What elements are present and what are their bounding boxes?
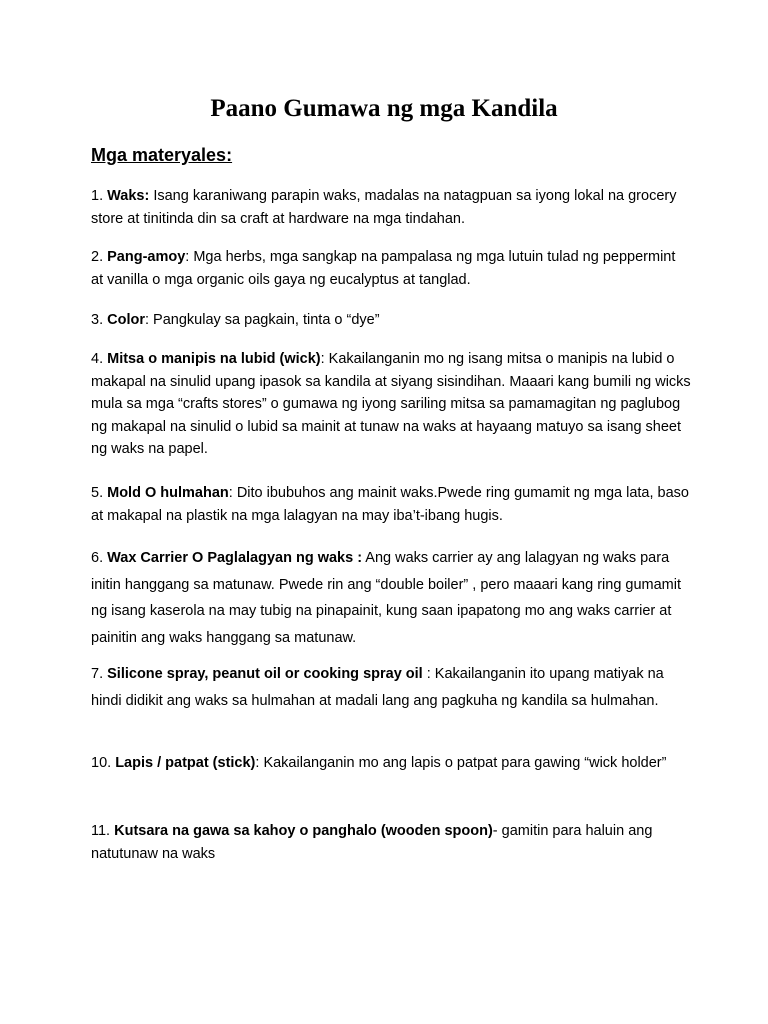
item-number: 3. (91, 312, 108, 328)
item-term: Lapis / patpat (stick) (115, 755, 256, 771)
item-term: Mold O hulmahan (107, 485, 229, 501)
item-text: : Dito ibubuhos ang mainit waks.Pwede ring gumamit ng mga lata, baso at makapal na plastik na mga lalagyan na may iba’t-ibang hugis. (91, 485, 689, 524)
item-text: Ang waks carrier ay ang lalagyan ng waks para initin hanggang sa matunaw. Pwede rin ang “double boiler” , pero maaari kang ring gumamit ng isang kaserola na may tubig na pinapainit, kung saan ipapatong mo ang waks carrier at painitin ang waks hanggang sa matunaw. (91, 550, 682, 646)
item-number: 5. (91, 485, 108, 501)
list-item (91, 545, 691, 651)
item-number: 1. (91, 188, 108, 204)
list-item (91, 309, 691, 332)
item-number: 10. (91, 755, 116, 771)
item-term: Color (107, 312, 145, 328)
list-item (91, 482, 691, 527)
item-number: 7. (91, 666, 108, 682)
item-text: : Kakailanganin mo ang lapis o patpat para gawing “wick holder” (255, 755, 667, 771)
item-term: Mitsa o manipis na lubid (wick) (107, 351, 321, 367)
item-number: 11. (91, 823, 115, 839)
item-term: Pang-amoy (107, 249, 186, 265)
item-term: Waks: (107, 188, 150, 204)
item-term: Silicone spray, peanut oil or cooking spray oil (107, 666, 423, 682)
item-number: 2. (91, 249, 108, 265)
list-item (91, 661, 691, 714)
list-item (91, 820, 691, 865)
item-number: 4. (91, 351, 108, 367)
list-item (91, 246, 691, 291)
list-item (91, 348, 691, 461)
section-heading: Mga materyales: (91, 145, 233, 165)
item-text: : Pangkulay sa pagkain, tinta o “dye” (144, 312, 380, 328)
list-item (91, 185, 691, 230)
item-text: : Mga herbs, mga sangkap na pampalasa ng mga lutuin tulad ng peppermint at vanilla o mga organic oils gaya ng eucalyptus at tanglad. (91, 249, 676, 288)
item-text: Isang karaniwang parapin waks, madalas na natagpuan sa iyong lokal na grocery store at tinitinda din sa craft at hardware na mga tindahan. (91, 188, 677, 227)
item-number: 6. (91, 550, 108, 566)
item-term: Kutsara na gawa sa kahoy o panghalo (wooden spoon) (114, 823, 493, 839)
document-title: Paano Gumawa ng mga Kandila (210, 95, 558, 122)
list-item (91, 752, 691, 775)
item-text: : Kakailanganin ito upang matiyak na hindi didikit ang waks sa hulmahan at madali lang ang pagkuha ng kandila sa hulmahan. (91, 666, 664, 709)
item-term: Wax Carrier O Paglalagyan ng waks : (107, 550, 363, 566)
item-text: - gamitin para haluin ang natutunaw na waks (91, 823, 653, 862)
item-text: : Kakailanganin mo ng isang mitsa o manipis na lubid o makapal na sinulid upang ipasok sa kandila at siyang sisindihan. Maaari kang bumili ng wicks mula sa mga “crafts stores” o gumawa ng iyong sariling mitsa sa pamamagitan ng paglubog ng makapal na sinulid o lubid sa mainit at tunaw na waks at hayaang matuyo sa isang sheet ng waks na papel. (91, 351, 691, 457)
